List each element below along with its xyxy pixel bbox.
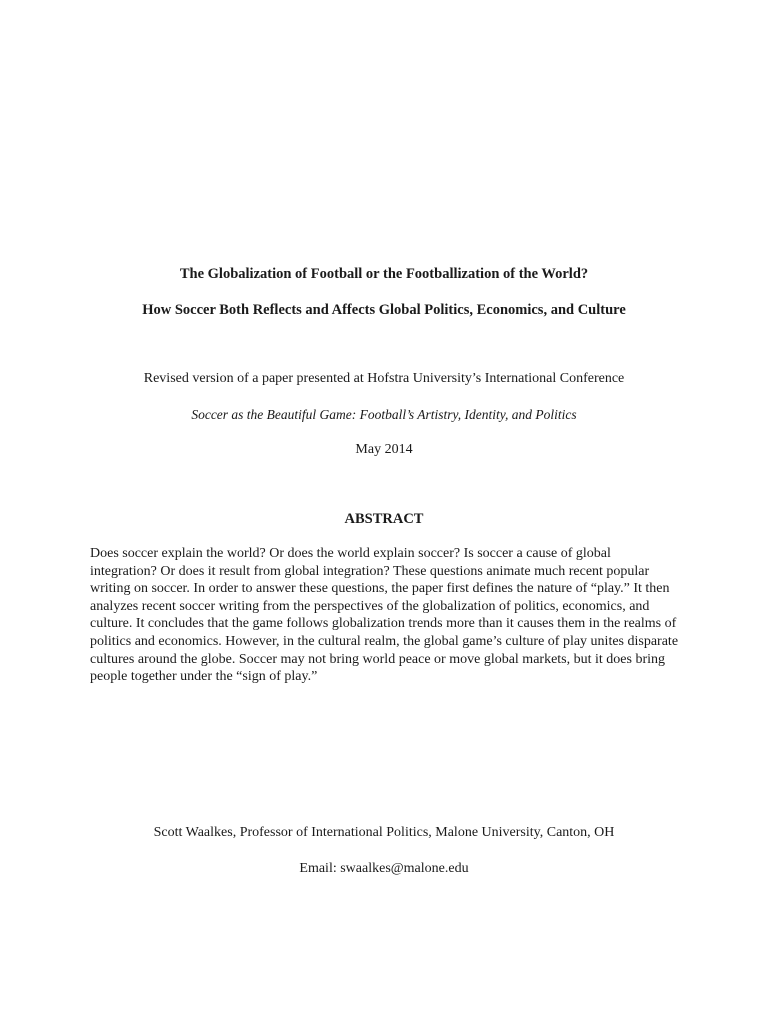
paper-date: May 2014 [355, 442, 413, 457]
revised-note: Revised version of a paper presented at Hofstra University’s International Conference [143, 371, 625, 386]
paper-title: The Globalization of Football or the Footballization of the World? [179, 266, 589, 282]
email-line: Email: swaalkes@malone.edu [299, 861, 469, 876]
paper-subtitle: How Soccer Both Reflects and Affects Global Politics, Economics, and Culture [142, 302, 626, 318]
conference-title: Soccer as the Beautiful Game: Football’s Artistry, Identity, and Politics [191, 407, 577, 422]
abstract-text: Does soccer explain the world? Or does the world explain soccer? Is soccer a cause of global integration? Or does it result from global integration? These questions animate much recent popular writing on soccer. In order to answer these questions, the paper first defines the nature of “play.” It then analyzes recent soccer writing from the perspectives of the globalization of politics, economics, and culture. It concludes that the game follows globalization trends more than it causes them in the realms of politics and economics. However, in the cultural realm, the global game’s culture of play unites disparate cultures around the globe. Soccer may not bring world peace or move global markets, but it does bring people together under the “sign of play.” [90, 546, 679, 685]
author-line: Scott Waalkes, Professor of International Politics, Malone University, Canton, OH [153, 825, 615, 840]
abstract-heading: ABSTRACT [344, 511, 424, 527]
